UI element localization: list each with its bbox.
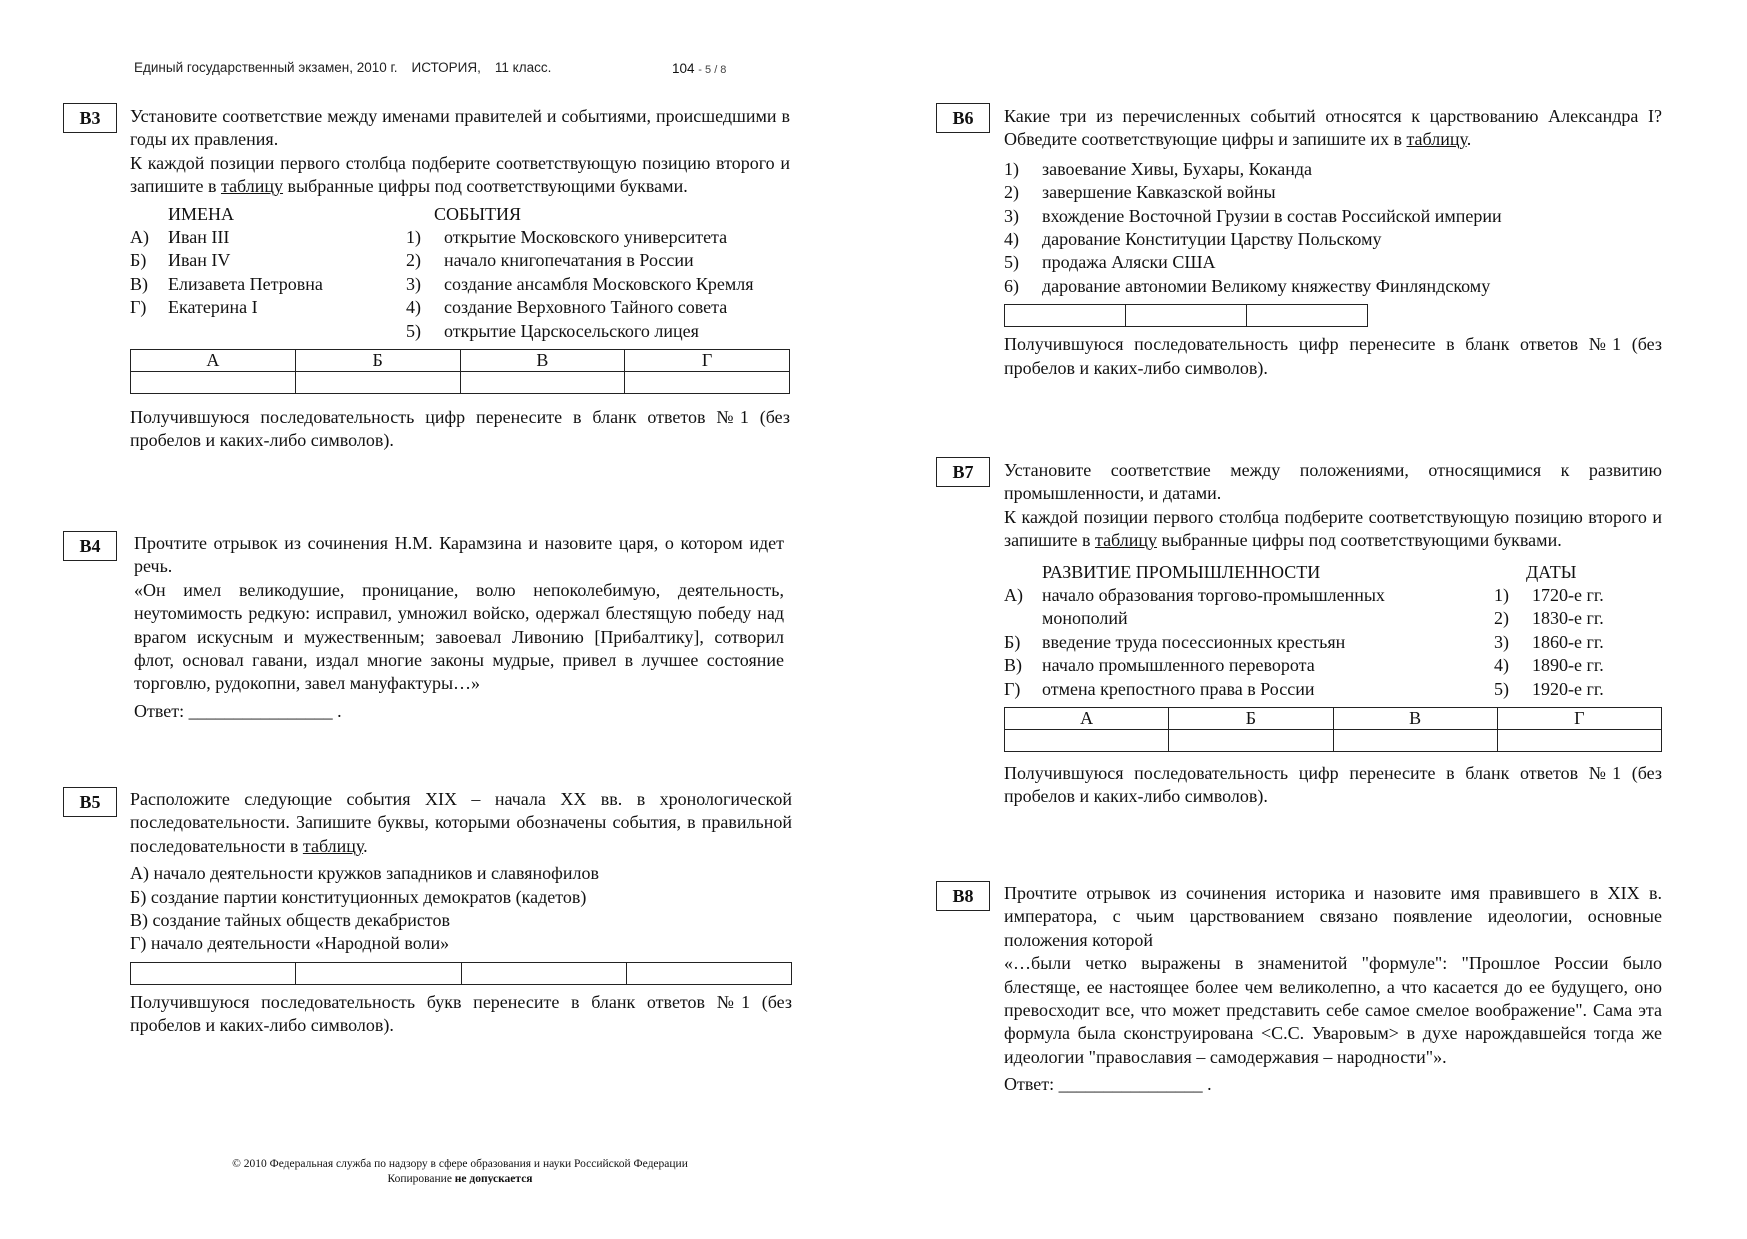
table-link: таблицу [220,176,284,197]
item-text: открытие Царскосельского лицея [444,320,699,341]
item-marker: 6) [1004,275,1019,296]
question-label-b6: B6 [936,103,990,133]
answer-cell[interactable] [1497,730,1661,752]
question-b3 [130,105,790,453]
answer-cell[interactable] [626,962,791,984]
footer [150,1157,770,1187]
answer-cell[interactable] [1169,730,1333,752]
b8-quote: «…были четко выражены в знаменитой "формуле": "Прошлое России было блестяще, ее настоящее более чем великолепно, а что касается до ее будущего, оно превосходит все, что может представить себе самое смелое воображение". Сама эта формула была сконструирована <С.С. Уваровым> в духе нарождавшейся тогда же идеологии "православия – самодержавия – народности"». [1004,953,1662,1067]
text-bold: не допускается [454,1173,533,1185]
item-marker: Г) [130,297,147,318]
b7-intro: Установите соответствие между положениями, относящимися к развитию промышленности, и датами. [1004,460,1662,504]
item-text: Иван IV [168,250,231,271]
b7-instructions [1004,506,1662,553]
text: Копирование [387,1173,455,1185]
item-text: открытие Московского университета [444,227,728,248]
b6-note: Получившуюся последовательность цифр перенесите в бланк ответов №1 (без пробелов и каких-либо символов). [1004,334,1662,378]
item-marker: В) [130,273,148,294]
date-item [1494,607,1662,630]
event-item [406,273,790,296]
item-marker: 5) [1494,678,1509,699]
item-marker: 4) [1004,229,1019,250]
item-marker: Б) [130,250,147,271]
item-text: 1830-е гг. [1532,608,1604,629]
item-text: Елизавета Петровна [168,273,323,294]
table-header-cell: А [1005,708,1169,730]
item-text: 1890-е гг. [1532,655,1604,676]
date-item [1494,584,1662,607]
page-number [672,61,726,76]
item-marker: 5) [406,320,421,341]
item-marker: 5) [1004,252,1019,273]
text: Какие три из перечисленных событий относятся к царствованию Александра I? Обведите соответствующие цифры и запишите их в [1004,106,1662,150]
answer-cell[interactable] [1333,730,1497,752]
event-item [1004,158,1662,181]
item-marker: 1) [1494,585,1509,606]
item-marker: 2) [1494,608,1509,629]
development-item [1004,584,1494,607]
answer-cell[interactable] [295,372,460,394]
question-label-b8: B8 [936,881,990,911]
b7-answer-table [1004,707,1662,752]
item-text: создание Верховного Тайного совета [444,297,728,318]
b6-intro [1004,105,1662,152]
page-header [134,60,565,75]
b3-answer-table [130,349,790,394]
table-header-cell: Б [295,350,460,372]
event-item [406,226,790,249]
answer-cell[interactable] [1005,730,1169,752]
b3-intro: Установите соответствие между именами правителей и событиями, происшедшими в годы их правления. [130,106,790,150]
development-item [1004,631,1494,654]
event-item [1004,181,1662,204]
item-text: начало книгопечатания в России [444,250,694,271]
col-header-events: СОБЫТИЯ [434,203,522,224]
answer-cell[interactable] [131,372,296,394]
question-label-b5: B5 [63,787,117,817]
table-header-cell: Г [1497,708,1661,730]
date-item [1494,654,1662,677]
subject: ИСТОРИЯ, [411,60,481,75]
b7-note: Получившуюся последовательность цифр перенесите в бланк ответов №1 (без пробелов и каких-либо символов). [1004,763,1662,807]
item-text: начало образования торгово-промышленных [1042,585,1385,606]
event-item [1004,228,1662,251]
grade: 11 класс. [494,60,552,75]
b4-intro: Прочтите отрывок из сочинения Н.М. Карамзина и назовите царя, о котором идет речь. [134,533,784,577]
col-header-names: ИМЕНА [168,203,234,224]
b3-note: Получившуюся последовательность цифр перенесите в бланк ответов №1 (без пробелов и каких-либо символов). [130,407,790,451]
name-item [130,273,406,296]
b6-answer-table [1004,304,1368,327]
item-text: отмена крепостного права в России [1042,678,1315,699]
b4-quote: «Он имел великодушие, проницание, волю непоколебимую, деятельность, неутомимость редкую: исправил, умножил войско, одержал блестящую победу над врагом искусным и мужественным; завоевал Ливонию [Прибалтику], сотворил флот, основал гавани, издал многие законы мудрые, привел в лучшее состояние торговлю, рудокопни, завел мануфактуры…» [134,579,784,694]
item-marker: 1) [406,227,421,248]
col-header-dates: ДАТЫ [1526,561,1577,582]
event-item: Б) создание партии конституционных демократов (кадетов) [130,886,587,907]
item-marker: А) [1004,585,1023,606]
question-label-b3: B3 [63,103,117,133]
text: . [363,835,368,856]
answer-cell[interactable] [625,372,790,394]
item-marker: 2) [406,250,421,271]
b4-answer-field[interactable]: Ответ: ________________ . [134,700,342,721]
item-text: начало промышленного переворота [1042,655,1315,676]
item-marker: А) [130,227,149,248]
text: выбранные цифры под соответствующими буквами. [283,176,688,197]
question-label-b4: B4 [63,531,117,561]
item-text: завершение Кавказской войны [1042,182,1276,203]
text: Расположите следующие события XIX – начала XX вв. в хронологической последовательности. Запишите буквы, которыми обозначены события, в правильной последовательности в [130,789,792,856]
item-text: 1720-е гг. [1532,585,1604,606]
item-text: дарование Конституции Царству Польскому [1042,229,1382,250]
answer-cell[interactable] [131,962,296,984]
table-header-cell: Г [625,350,790,372]
event-item [406,249,790,272]
b3-instructions [130,152,790,199]
development-item [1004,678,1494,701]
answer-cell[interactable] [460,372,625,394]
item-marker: 2) [1004,182,1019,203]
item-text: дарование автономии Великому княжеству Финляндскому [1042,275,1491,296]
col-header-development: РАЗВИТИЕ ПРОМЫШЛЕННОСТИ [1042,561,1321,582]
item-marker: 1) [1004,158,1019,179]
event-item: В) создание тайных обществ декабристов [130,910,450,931]
answer-cell[interactable] [1005,305,1126,327]
table-header-cell: А [131,350,296,372]
question-b7 [1004,459,1662,809]
b8-answer-field[interactable]: Ответ: ________________ . [1004,1074,1212,1095]
question-b8 [1004,882,1662,1097]
item-marker [1004,607,1042,630]
event-item [1004,205,1662,228]
text: К каждой позиции первого столбца подберите соответствующую позицию второго и запишите в [1004,506,1662,551]
b5-answer-table [130,962,792,985]
item-text: 1860-е гг. [1532,631,1604,652]
question-b5 [130,788,792,1038]
table-link: таблицу [1094,530,1158,551]
item-marker: 3) [1004,205,1019,226]
item-marker: В) [1004,655,1022,676]
b5-note: Получившуюся последовательность букв перенесите в бланк ответов №1 (без пробелов и каких-либо символов). [130,991,792,1036]
event-item: А) начало деятельности кружков западников и славянофилов [130,863,599,884]
text: К каждой позиции первого столбца подберите соответствующую позицию второго и запишите в [130,152,790,197]
date-item [1494,631,1662,654]
development-item [1004,607,1494,630]
item-text: Иван III [168,227,230,248]
event-item [406,320,790,343]
b5-intro [130,788,792,858]
b8-intro: Прочтите отрывок из сочинения историка и назовите имя правившего в XIX в. императора, с чьим царствованием связано появление идеологии, основные положения которой [1004,883,1662,950]
answer-cell[interactable] [296,962,461,984]
exam-title: Единый государственный экзамен, 2010 г. [134,60,398,75]
copyright: © 2010 Федеральная служба по надзору в сфере образования и науки Российской Федерации [232,1158,688,1170]
item-text: 1920-е гг. [1532,678,1604,699]
item-text: Екатерина I [168,297,258,318]
text: выбранные цифры под соответствующими буквами. [1157,530,1562,551]
text: . [1466,129,1472,150]
table-header-cell: Б [1169,708,1333,730]
name-item [130,226,406,249]
question-label-b7: B7 [936,457,990,487]
item-text: введение труда посессионных крестьян [1042,631,1346,652]
table-link: таблицу [302,835,364,856]
table-header-cell: В [460,350,625,372]
item-text: создание ансамбля Московского Кремля [444,273,754,294]
answer-cell[interactable] [461,962,626,984]
table-link: таблицу [1406,129,1467,150]
page-code: 104 [672,61,695,76]
answer-cell[interactable] [1247,305,1368,327]
page-num: - 5 / 8 [698,64,727,76]
item-marker: 4) [406,297,421,318]
name-item [130,296,406,319]
item-marker: Б) [1004,631,1021,652]
question-b6 [1004,105,1662,380]
item-text: завоевание Хивы, Бухары, Коканда [1042,158,1312,179]
item-marker: Г) [1004,678,1021,699]
item-marker: 3) [406,273,421,294]
answer-cell[interactable] [1126,305,1247,327]
table-header-cell: В [1333,708,1497,730]
event-item [1004,251,1662,274]
name-item [130,249,406,272]
item-marker: 4) [1494,655,1509,676]
question-b4 [134,532,784,723]
item-text: монополий [1042,608,1128,629]
event-item [406,296,790,319]
item-marker: 3) [1494,631,1509,652]
event-item: Г) начало деятельности «Народной воли» [130,933,450,954]
event-item [1004,275,1662,298]
item-text: вхождение Восточной Грузии в состав Российской империи [1042,205,1502,226]
date-item [1494,678,1662,701]
development-item [1004,654,1494,677]
item-text: продажа Аляски США [1042,252,1216,273]
copy-notice [150,1172,770,1187]
